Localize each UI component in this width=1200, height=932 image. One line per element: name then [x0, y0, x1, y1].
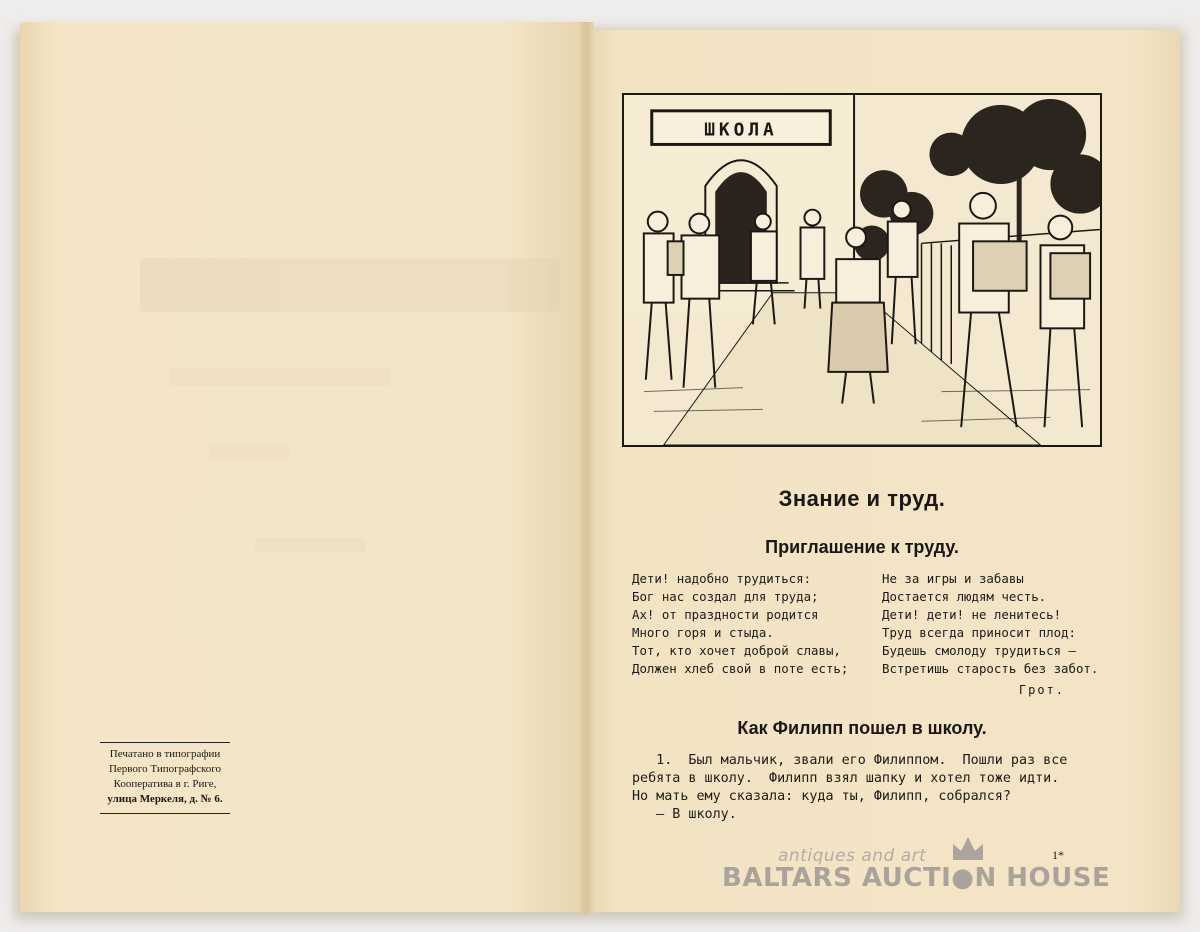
poem-title: Приглашение к труду.: [765, 537, 959, 557]
poem-line: Труд всегда приносит плод:: [882, 625, 1076, 640]
poem-line: Не за игры и забавы: [882, 571, 1024, 586]
poem-line: Много горя и стыда.: [632, 625, 774, 640]
show-through-line: [255, 538, 365, 552]
poem-column-right: [882, 570, 1098, 678]
poem-author: Грот.: [1018, 683, 1065, 697]
crown-icon: [950, 834, 986, 862]
poem-column-left: [632, 570, 848, 678]
imprint-line: Печатано в типографии: [109, 748, 221, 760]
poem-line: Бог нас создал для труда;: [632, 589, 819, 604]
poem-line: Дети! дети! не ленитесь!: [882, 607, 1062, 622]
printer-imprint: [100, 742, 230, 814]
poem-line: Ах! от праздности родится: [632, 607, 819, 622]
section-title: Знание и труд.: [778, 486, 946, 511]
story-line: 1. Был мальчик, звали его Филиппом. Пошли раз все: [632, 753, 1068, 768]
story-line: Но мать ему сказала: куда ты, Филипп, собрался?: [632, 789, 1011, 804]
show-through-line: [210, 445, 290, 459]
story-line: — В школу.: [632, 807, 737, 822]
poem-line: Будешь смолоду трудиться —: [882, 643, 1076, 658]
school-illustration: [622, 93, 1102, 447]
imprint-line: Кооператива в г. Риге,: [113, 778, 217, 790]
imprint-line: Первого Типографского: [108, 763, 222, 775]
story-text: [632, 752, 1102, 824]
poem-line: Должен хлеб свой в поте есть;: [632, 661, 849, 676]
show-through-line: [170, 368, 390, 386]
show-through-heading: [140, 258, 560, 312]
story-title: Как Филипп пошел в школу.: [737, 718, 987, 738]
poem-line: Дети! надобно трудиться:: [632, 571, 812, 586]
page-number: 1*: [1052, 848, 1064, 862]
poem-line: Достается людям честь.: [882, 589, 1047, 604]
story-line: ребята в школу. Филипп взял шапку и хотел тоже идти.: [632, 771, 1060, 786]
school-sign-text: ШКОЛА: [704, 119, 778, 141]
watermark-tagline: antiques and art: [778, 846, 927, 866]
book-spine: [580, 22, 594, 914]
imprint-line: улица Меркеля, д. № 6.: [107, 793, 223, 805]
watermark-brand: BALTARS AUCTI●N HOUSE: [722, 863, 1111, 893]
poem-line: Встретишь старость без забот.: [882, 661, 1099, 676]
poem-line: Тот, кто хочет доброй славы,: [632, 643, 841, 658]
